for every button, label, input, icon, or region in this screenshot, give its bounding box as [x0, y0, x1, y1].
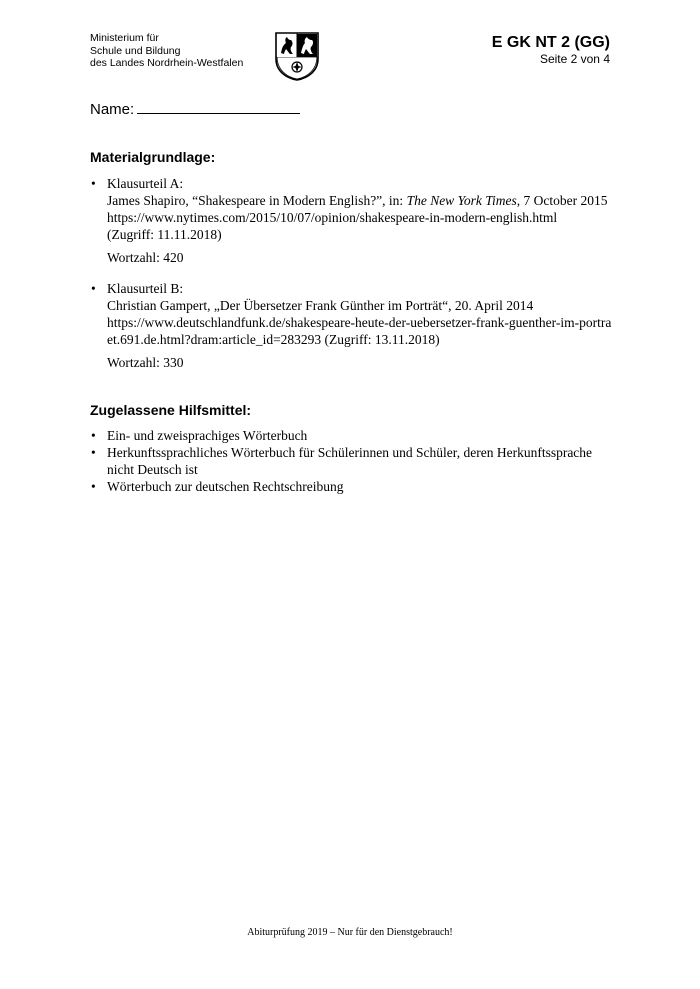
- ministry-line: des Landes Nordrhein-Westfalen: [90, 57, 244, 69]
- bullet-icon: •: [91, 176, 96, 191]
- exam-code-block: [492, 34, 610, 66]
- part-url: https://www.nytimes.com/2015/10/07/opinion/shakespeare-in-modern-english.html: [107, 210, 558, 225]
- name-field: [90, 100, 300, 118]
- materialgrundlage-heading: Materialgrundlage:: [90, 149, 216, 165]
- part-label: Klausurteil B:: [107, 281, 184, 296]
- hilfsmittel-list: [90, 427, 620, 495]
- source-prefix: James Shapiro, “Shakespeare in Modern English?”, in:: [107, 193, 407, 208]
- hilfsmittel-item: Herkunftssprachliches Wörterbuch für Schülerinnen und Schüler, deren Herkunftssprache nicht Deutsch ist: [107, 445, 593, 477]
- name-label: Name:: [90, 101, 135, 118]
- part-source: [107, 192, 620, 209]
- list-item: [90, 280, 620, 371]
- bullet-icon: •: [91, 428, 96, 443]
- list-item: [90, 427, 620, 444]
- source-suffix: , 7 October 2015: [516, 193, 608, 208]
- name-underline: [137, 100, 300, 114]
- word-count: Wortzahl: 420: [107, 250, 184, 265]
- bullet-icon: •: [91, 445, 96, 460]
- page-info: Seite 2 von 4: [539, 52, 610, 66]
- word-count: Wortzahl: 330: [107, 355, 184, 370]
- hilfsmittel-heading: Zugelassene Hilfsmittel:: [90, 402, 252, 418]
- material-part-a: [90, 175, 620, 266]
- ministry-line: Ministerium für: [90, 32, 159, 44]
- ministry-line: Schule und Bildung: [90, 44, 181, 57]
- list-item: [90, 478, 620, 495]
- list-item: [90, 175, 620, 266]
- part-access-date: (Zugriff: 11.11.2018): [107, 227, 222, 242]
- bullet-icon: •: [91, 281, 96, 296]
- part-label: Klausurteil A:: [107, 176, 184, 191]
- part-url-access: https://www.deutschlandfunk.de/shakespeare-heute-der-uebersetzer-frank-guenther-im-portraet.691.de.html?dram:article_id=283293 (Zugriff: 13.11.2018): [107, 315, 612, 347]
- nrw-coat-of-arms-icon: [273, 31, 321, 81]
- material-part-b: [90, 280, 620, 371]
- hilfsmittel-item: Ein- und zweisprachiges Wörterbuch: [107, 428, 308, 443]
- hilfsmittel-item: Wörterbuch zur deutschen Rechtschreibung: [107, 479, 344, 494]
- list-item: [90, 444, 620, 478]
- ministry-name: [90, 32, 243, 70]
- source-publication: The New York Times: [406, 193, 517, 208]
- bullet-icon: •: [91, 479, 96, 494]
- page-footer: Abiturprüfung 2019 – Nur für den Dienstgebrauch!: [247, 927, 453, 938]
- exam-code: E GK NT 2 (GG): [491, 34, 610, 51]
- part-source: Christian Gampert, „Der Übersetzer Frank Günther im Porträt“, 20. April 2014: [107, 298, 534, 313]
